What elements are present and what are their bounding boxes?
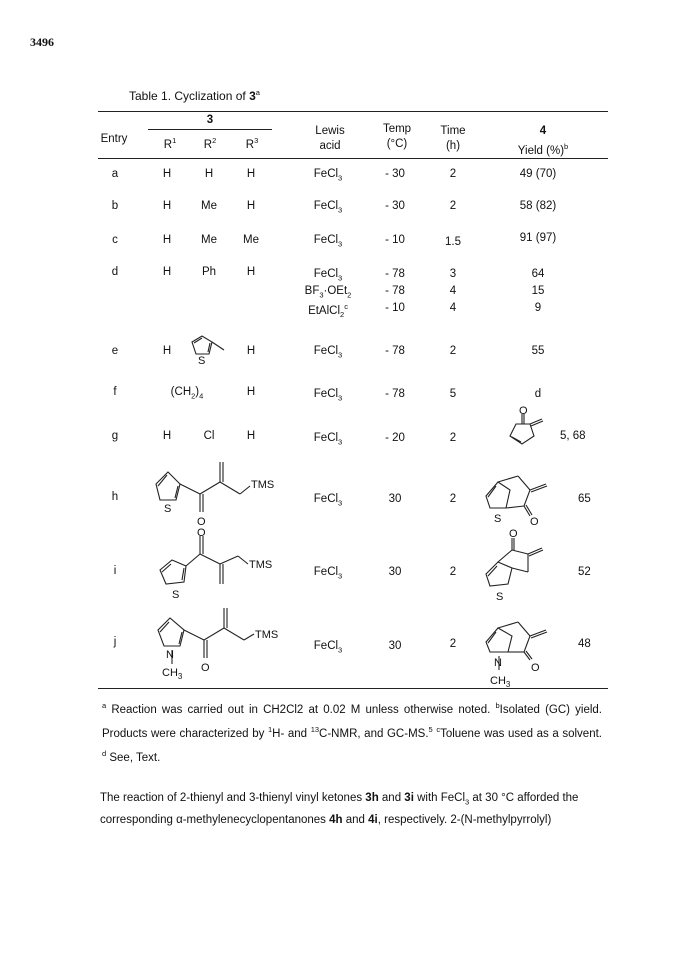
temp-cell: - 30	[385, 168, 405, 180]
r2-cell: H	[204, 168, 214, 180]
tms-label: TMS	[249, 559, 273, 571]
group-underline	[148, 129, 272, 130]
product-4i-structure	[478, 528, 568, 608]
time-cell: 4	[449, 285, 457, 297]
time-cell: 4	[449, 302, 457, 314]
yield-cell: 58 (82)	[519, 200, 557, 212]
acid-cell: FeCl$_3$	[313, 268, 343, 283]
header-r1: $R^1$	[163, 136, 177, 151]
temp-cell: 30	[388, 640, 402, 652]
yield-cell: 15	[531, 285, 545, 297]
table-footnote: $^a$ Reaction was carried out in CH2Cl2 at 0.02 M unless otherwise noted. $^b$Isolated (GC) yield. Products were characterized by $^1$H- and $^{13}$C-NMR, and GC-MS.$^5$ $^c$Toluene was used as a solvent. $^d$ See, Text.	[102, 701, 602, 764]
header-r3: $R^3$	[245, 136, 259, 151]
r2-cell: Ph	[201, 266, 217, 278]
temp-cell: - 10	[385, 234, 405, 246]
header-time: Time (h)	[440, 125, 466, 152]
sulfur-label: S	[496, 591, 504, 603]
entry-cell: i	[113, 565, 117, 577]
r2-cell: Me	[201, 200, 217, 212]
time-cell: 2	[449, 638, 457, 650]
acid-cell: FeCl$_3$	[313, 432, 343, 447]
yield-cell: 55	[531, 345, 545, 357]
time-cell: 2	[449, 200, 457, 212]
product-4h-structure	[478, 462, 568, 532]
temp-cell: - 20	[385, 432, 405, 444]
r3-cell: H	[246, 200, 256, 212]
header-entry: Entry	[100, 133, 128, 145]
r3-cell: H	[246, 266, 256, 278]
temp-cell: - 10	[385, 302, 405, 314]
temp-cell: 30	[388, 493, 402, 505]
entry-cell: d	[111, 266, 119, 278]
header-temp: Temp (°C)	[382, 123, 412, 150]
yield-cell: 5, 68	[560, 430, 586, 442]
yield-cell: 48	[578, 638, 591, 650]
r3-cell: H	[246, 345, 256, 357]
entry-cell: f	[113, 386, 117, 398]
oxygen-label: O	[519, 405, 528, 417]
entry-cell: g	[111, 430, 119, 442]
header-yield: 4 Yield (%)$^b$	[517, 125, 569, 157]
time-cell: 2	[449, 493, 457, 505]
methyl-label: $CH_3$	[162, 667, 183, 681]
yield-cell: d	[534, 388, 542, 400]
r3-cell: H	[246, 430, 256, 442]
entry-cell: h	[111, 491, 119, 503]
yield-cell: 91 (97)	[519, 232, 557, 244]
nitrogen-label: N	[166, 649, 174, 661]
r2-cell: Me	[201, 234, 217, 246]
thienyl-structure	[182, 326, 242, 368]
r1-cell: H	[162, 430, 172, 442]
r3-cell: H	[246, 168, 256, 180]
table-top-rule	[98, 111, 608, 112]
sulfur-label: S	[494, 513, 502, 525]
thienyl-ketone-3h-structure	[148, 460, 308, 530]
entry-cell: c	[112, 234, 118, 246]
temp-cell: - 30	[385, 200, 405, 212]
sulfur-label: S	[172, 589, 180, 601]
acid-cell: FeCl$_3$	[313, 640, 343, 655]
table-caption: Table 1. Cyclization of 3$^a$	[129, 88, 260, 103]
acid-cell: FeCl$_3$	[313, 388, 343, 403]
acid-cell: FeCl$_3$	[313, 566, 343, 581]
temp-cell: 30	[388, 566, 402, 578]
entry-cell: b	[111, 200, 119, 212]
temp-cell: - 78	[385, 345, 405, 357]
time-cell: 3	[449, 268, 457, 280]
r2-cell: Cl	[203, 430, 215, 442]
acid-cell: EtAlCl$_2^c$	[308, 302, 348, 320]
acid-cell: $BF_3\cdot OEt_2$	[304, 285, 352, 300]
page-number: 3496	[30, 35, 54, 49]
header-r2: $R^2$	[203, 136, 217, 151]
oxygen-label: O	[197, 527, 206, 539]
sulfur-label: S	[198, 355, 206, 367]
thienyl-ketone-3i-structure	[148, 527, 308, 606]
entry-cell: e	[111, 345, 119, 357]
acid-cell: FeCl$_3$	[313, 200, 343, 215]
nitrogen-label: N	[494, 657, 502, 669]
acid-cell: FeCl$_3$	[313, 345, 343, 360]
entry-cell: a	[111, 168, 119, 180]
oxygen-label: O	[201, 662, 210, 674]
r3-cell: H	[246, 386, 256, 398]
methyl-label: $CH_3$	[490, 675, 511, 689]
header-group: 3	[206, 114, 214, 126]
acid-cell: FeCl$_3$	[313, 493, 343, 508]
yield-cell: 52	[578, 566, 591, 578]
time-cell: 2	[449, 566, 457, 578]
body-paragraph: The reaction of 2-thienyl and 3-thienyl vinyl ketones 3h and 3i with FeCl$_3$ at 30 °C afforded the corresponding α-methylenecyclopentanones 4h and 4i, respectively. 2-(N-methylpyrrolyl)	[100, 792, 579, 827]
yield-cell: 64	[531, 268, 545, 280]
oxygen-label: O	[509, 528, 518, 540]
product-4j-structure	[478, 612, 568, 692]
yield-cell: 9	[534, 302, 542, 314]
temp-cell: - 78	[385, 268, 405, 280]
tms-label: TMS	[255, 629, 279, 641]
r1-cell: H	[162, 200, 172, 212]
time-cell: 2	[449, 345, 457, 357]
sulfur-label: S	[164, 503, 172, 515]
oxygen-label: O	[530, 516, 539, 528]
time-cell: 1.5	[445, 236, 461, 248]
time-cell: 2	[449, 432, 457, 444]
acid-cell: FeCl$_3$	[313, 168, 343, 183]
time-cell: 2	[449, 168, 457, 180]
header-lewis-acid: Lewis acid	[315, 125, 345, 152]
r1-cell: $(CH_2)_4$	[170, 386, 204, 401]
r1-cell: H	[162, 345, 172, 357]
yield-cell: 65	[578, 493, 591, 505]
acid-cell: FeCl$_3$	[313, 234, 343, 249]
oxygen-label: O	[531, 662, 540, 674]
temp-cell: - 78	[385, 285, 405, 297]
temp-cell: - 78	[385, 388, 405, 400]
time-cell: 5	[449, 388, 457, 400]
pyrrolyl-ketone-3j-structure	[148, 606, 318, 690]
r1-cell: H	[162, 234, 172, 246]
r1-cell: H	[162, 168, 172, 180]
yield-cell: 49 (70)	[519, 168, 557, 180]
oxygen-label: O	[197, 516, 206, 528]
r3-cell: Me	[243, 234, 259, 246]
tms-label: TMS	[251, 479, 275, 491]
entry-cell: j	[113, 636, 117, 648]
product-5-structure	[502, 405, 562, 454]
r1-cell: H	[162, 266, 172, 278]
